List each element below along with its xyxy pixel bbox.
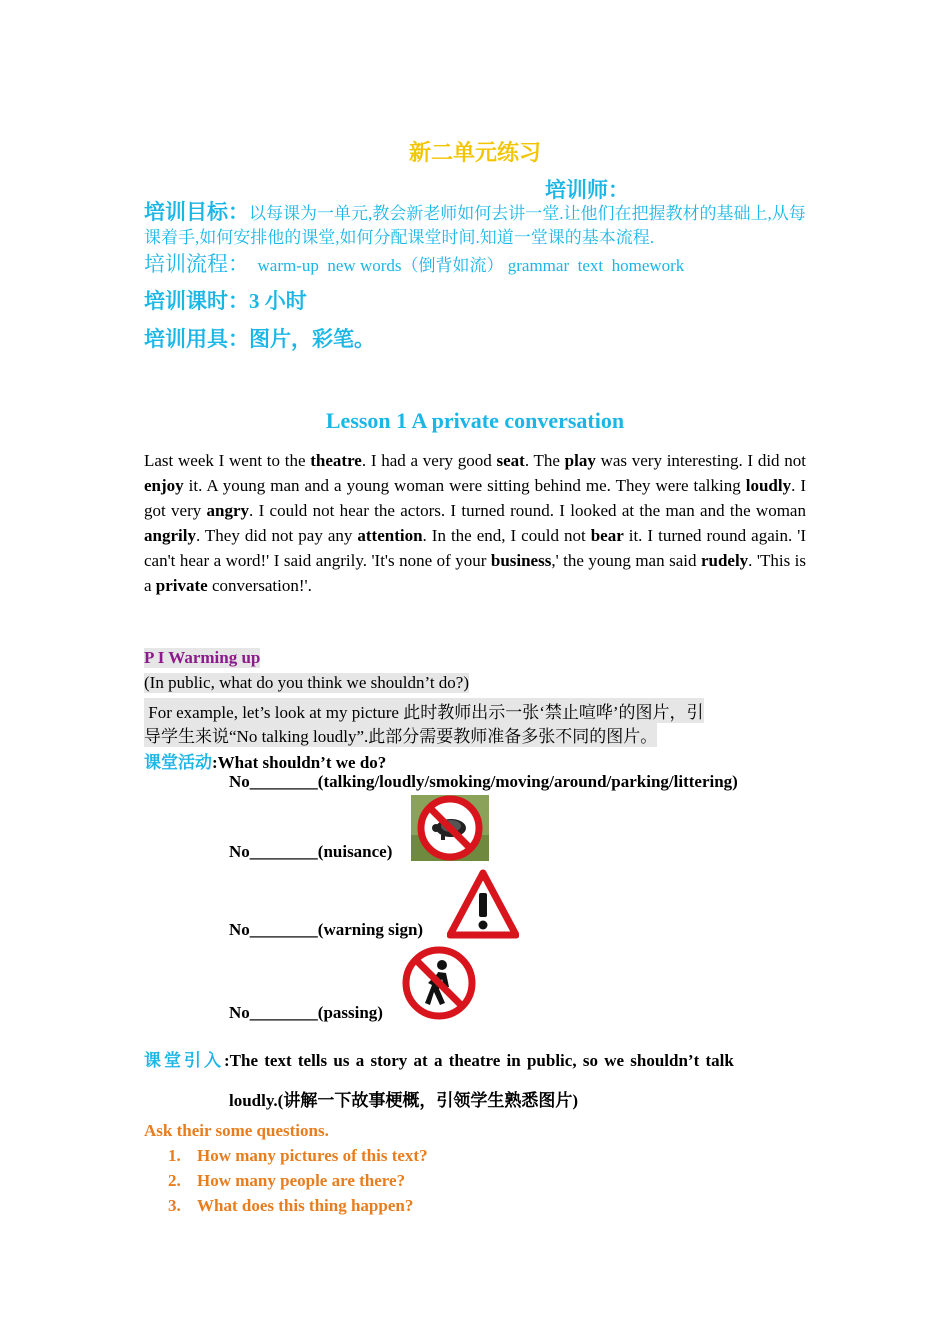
- warming-up-heading: P I Warming up: [144, 648, 261, 667]
- story-text: . I could not hear the actors. I turned round. I looked at the man and the woman: [249, 501, 806, 520]
- training-flow: [144, 248, 684, 278]
- story-keyword: seat: [496, 451, 525, 470]
- story-paragraph: [144, 448, 806, 598]
- story-text: . I had a very good: [361, 451, 497, 470]
- warning-triangle-icon: [447, 869, 519, 939]
- intro-text-2: loudly.(讲解一下故事梗概，引领学生熟悉图片): [229, 1091, 578, 1110]
- story-text: was very interesting. I did not: [595, 451, 807, 470]
- story-text: Last week I went to the: [144, 451, 311, 470]
- story-text: it. A young man and a young woman were sitting behind me. They were talking: [183, 476, 746, 495]
- story-text: ,' the young man said: [551, 551, 701, 570]
- question-item: 1. How many pictures of this text?: [168, 1146, 428, 1165]
- question-item: 2. How many people are there?: [168, 1171, 406, 1190]
- example-line-2: 导学生来说“No talking loudly”.此部分需要教师准备多张不同的图片。: [144, 722, 657, 747]
- flow-label: 培训流程：: [144, 252, 249, 276]
- story-text: . In the end, I could not: [422, 526, 591, 545]
- story-keyword: bear: [590, 526, 624, 545]
- example-line-1: For example, let’s look at my picture 此时教师出示一张‘禁止喧哗’的图片，引: [144, 698, 704, 723]
- story-text: . 'This is a: [144, 551, 806, 595]
- no-turtle-sign-icon: [411, 795, 489, 861]
- story-keyword: theatre: [310, 451, 362, 470]
- activity-label: 课堂活动: [144, 753, 212, 772]
- story-keyword: business: [490, 551, 552, 570]
- story-keyword: loudly: [745, 476, 792, 495]
- intro-text: :The text tells us a story at a theatre in public, so we shouldn’t talk: [224, 1051, 734, 1070]
- lesson-title: Lesson 1 A private conversation: [325, 408, 625, 433]
- question-item: 3. What does this thing happen?: [168, 1196, 414, 1215]
- goal-text: 以每课为一单元,教会新老师如何去讲一堂.让他们在把握教材的基础上,从每课着手,如何安排他的课堂,如何分配课堂时间.知道一堂课的基本流程.: [144, 204, 806, 247]
- story-keyword: rudely: [700, 551, 749, 570]
- story-text: . I got very: [144, 476, 806, 520]
- training-tools: 培训用具：图片，彩笔。: [144, 327, 375, 351]
- story-keyword: attention: [357, 526, 423, 545]
- story-keyword: angry: [206, 501, 250, 520]
- story-keyword: private: [155, 576, 208, 595]
- no-item-3: No________(warning sign): [229, 920, 424, 939]
- questions-heading: Ask their some questions.: [144, 1121, 329, 1140]
- story-text: conversation!'.: [207, 576, 312, 595]
- story-text: it. I turned round again. 'I can't hear a word!' I said angrily. 'It's none of your: [144, 526, 806, 570]
- class-activity: [144, 748, 386, 773]
- story-keyword: enjoy: [144, 476, 184, 495]
- no-item-4: No________(passing): [229, 1003, 383, 1022]
- training-goal: [144, 200, 808, 250]
- no-pedestrian-sign-icon: [401, 945, 477, 1021]
- flow-text: warm-up new words（倒背如流） grammar text homework: [249, 256, 685, 275]
- warming-question: (In public, what do you think we shouldn’t do?): [144, 673, 470, 692]
- goal-label: 培训目标：: [144, 200, 249, 224]
- story-keyword: angrily: [144, 526, 196, 545]
- activity-text: :What shouldn’t we do?: [212, 753, 387, 772]
- story-text: . The: [524, 451, 565, 470]
- story-keyword: play: [564, 451, 596, 470]
- no-item-2: No________(nuisance): [229, 842, 393, 861]
- class-intro: [144, 1046, 734, 1071]
- story-text: . They did not pay any: [195, 526, 358, 545]
- trainer-label: 培训师：: [545, 178, 629, 202]
- intro-label: 课堂引入: [144, 1051, 224, 1070]
- doc-title: 新二单元练习: [408, 140, 541, 165]
- no-item-1: No________(talking/loudly/smoking/moving/around/parking/littering): [229, 772, 738, 791]
- training-hours: 培训课时：3 小时: [144, 289, 307, 313]
